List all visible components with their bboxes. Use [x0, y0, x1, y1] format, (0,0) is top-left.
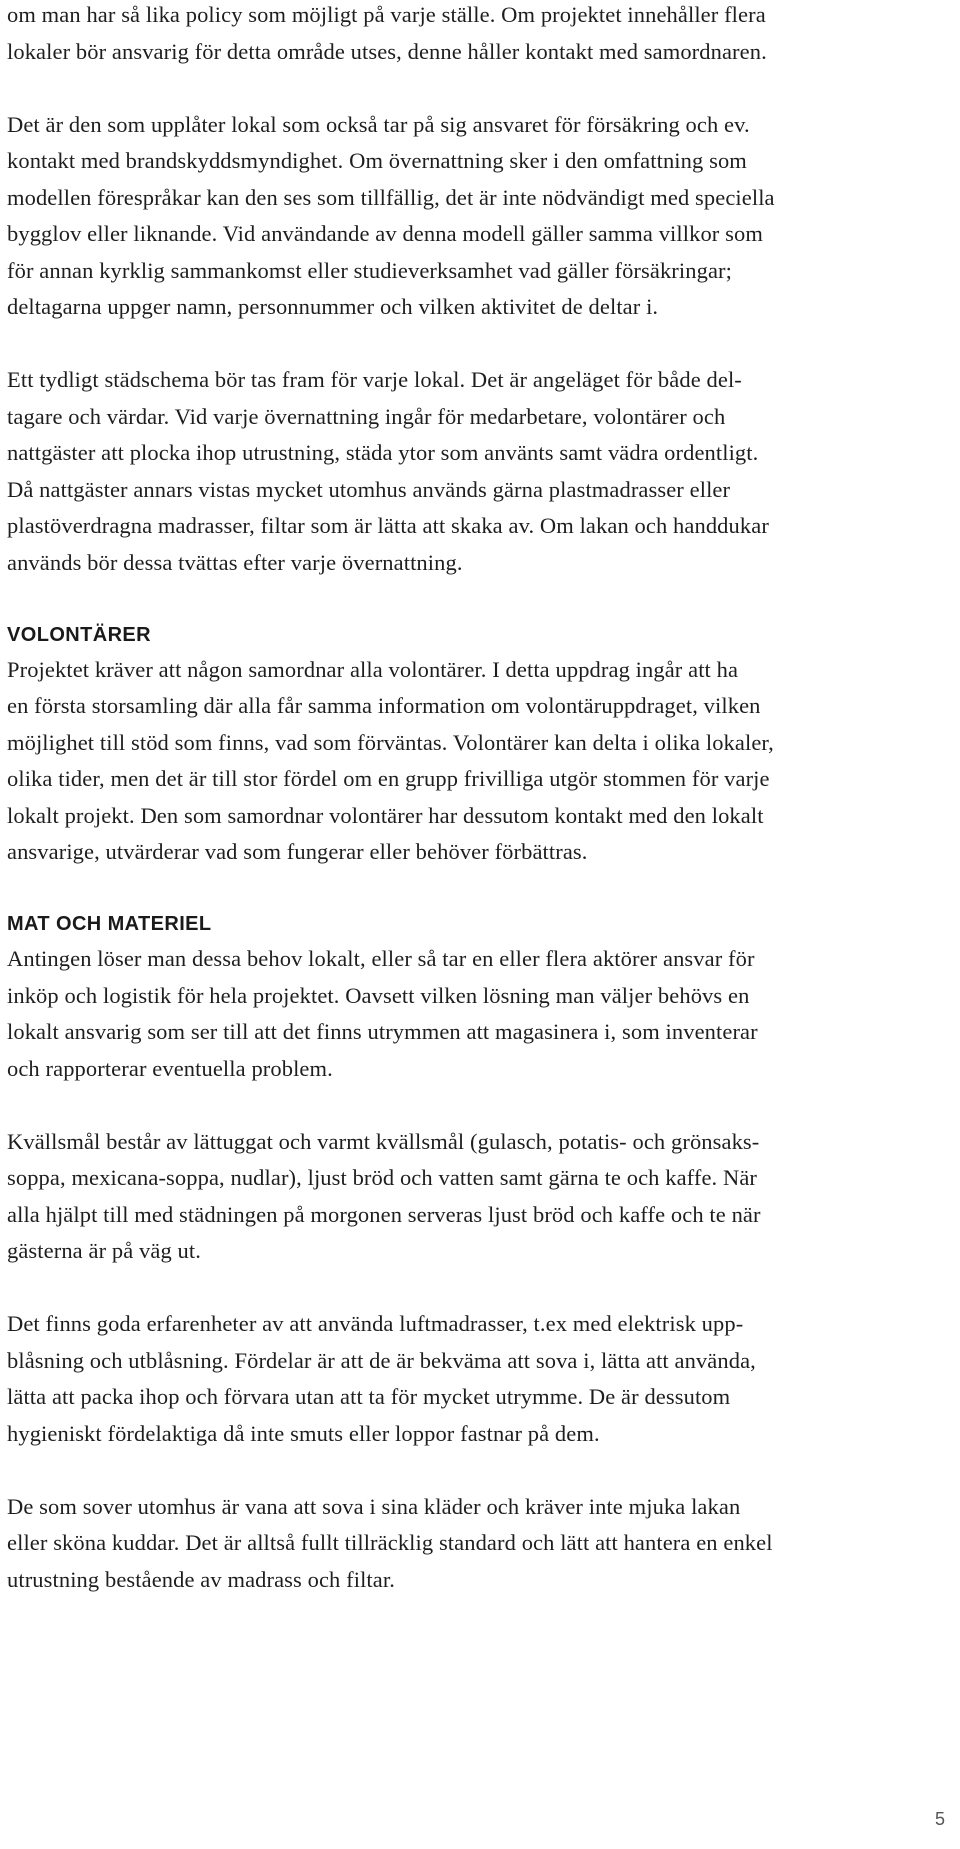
- intro-paragraph-policy: om man har så lika policy som möjligt på varje ställe. Om projektet innehåller flera lokaler bör ansvarig för detta område utses, denne håller kontakt med samordnaren.: [7, 2, 767, 64]
- page-content: [7, 0, 947, 1635]
- intro-paragraph-cleaning: Ett tydligt städschema bör tas fram för varje lokal. Det är angeläget för både del- tagare och värdar. Vid varje övernattning ingår för medarbetare, volontärer och nattgäster att plocka ihop utrustning, städa ytor som använts samt vädra ordentligt. Då nattgäster annars vistas mycket utomhus används gärna plastmadrasser eller plastöverdragna madrasser, filtar som är lätta att skaka av. Om lakan och handdukar används bör dessa tvättas efter varje övernattning.: [7, 367, 769, 575]
- section-heading-volontarer: VOLONTÄRER: [7, 623, 151, 646]
- mat-paragraph-air-mattresses: Det finns goda erfarenheter av att använda luftmadrasser, t.ex med elektrisk upp- blåsning och utblåsning. Fördelar är att de är bekväma att sova i, lätta att använda, lätta att packa ihop och förvara utan att ta för mycket utrymme. De är dessutom hygieniskt fördelaktiga då inte smuts eller loppor fastnar på dem.: [7, 1311, 756, 1446]
- volontarer-paragraph: Projektet kräver att någon samordnar alla volontärer. I detta uppdrag ingår att ha en första storsamling där alla får samma information om volontäruppdraget, vilken möjlighet till stöd som finns, vad som förväntas. Volontärer kan delta i olika lokaler, olika tider, men det är till stor fördel om en grupp frivilliga utgör stommen för varje lokalt projekt. Den som samordnar volontärer har dessutom kontakt med den lokalt ansvarige, utvärderar vad som fungerar eller behöver förbättras.: [7, 656, 774, 864]
- mat-paragraph-food: Kvällsmål består av lättuggat och varmt kvällsmål (gulasch, potatis- och grönsaks- soppa, mexicana-soppa, nudlar), ljust bröd och vatten samt gärna te och kaffe. När alla hjälpt till med städningen på morgonen serveras ljust bröd och kaffe och te när gästerna är på väg ut.: [7, 1128, 761, 1263]
- page-number: 5: [934, 1809, 945, 1829]
- section-heading-mat-och-materiel: MAT OCH MATERIEL: [7, 913, 212, 935]
- intro-paragraph-insurance: Det är den som upplåter lokal som också tar på sig ansvaret för försäkring och ev. kontakt med brandskyddsmyndighet. Om övernattning sker i den omfattning som modellen förespråkar kan den ses som tillfällig, det är inte nödvändigt med speciella bygglov eller liknande. Vid användande av denna modell gäller samma villkor som för annan kyrklig sammankomst eller studieverksamhet vad gäller försäkringar; deltagarna uppger namn, personnummer och vilken aktivitet de deltar i.: [7, 111, 775, 319]
- mat-paragraph-sleeping: De som sover utomhus är vana att sova i sina kläder och kräver inte mjuka lakan eller sköna kuddar. Det är alltså fullt tillräcklig standard och lätt att hantera en enkel utrustning bestående av madrass och filtar.: [7, 1493, 773, 1592]
- mat-paragraph-logistics: Antingen löser man dessa behov lokalt, eller så tar en eller flera aktörer ansvar för inköp och logistik för hela projektet. Oavsett vilken lösning man väljer behövs en lokalt ansvarig som ser till att det finns utrymmen att magasinera i, som inventerar och rapporterar eventuella problem.: [7, 946, 758, 1081]
